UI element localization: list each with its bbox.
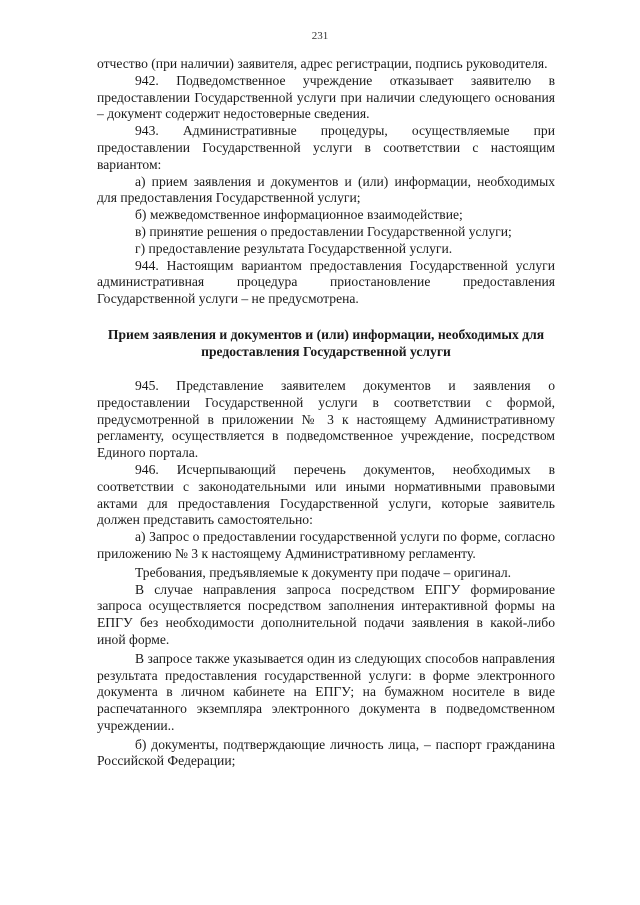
paragraph-945: 945. Представление заявителем документов и заявления о предоставлении Государственной услуги в соответствии с формой, предусмотренной в приложении № 3 к настоящему Административному регламенту, осуществляется в подведомственное учреждение, посредством Единого портала.: [97, 377, 555, 461]
paragraph-946: 946. Исчерпывающий перечень документов, необходимых в соответствии с законодательными или иными нормативными правовыми актами для предоставления Государственной услуги, которые заявитель должен представить самостоятельно:: [97, 461, 555, 528]
paragraph-943: 943. Административные процедуры, осуществляемые при предоставлении Государственной услуги в соответствии с настоящим вариантом:: [97, 123, 555, 172]
paragraph-requirements: Требования, предъявляемые к документу при подаче – оригинал.: [135, 564, 512, 580]
page-number: 231: [311, 30, 329, 42]
paragraph-result-method: В запросе также указывается один из следующих способов направления результата предоставления государственной услуги: в форме электронного документа в личном кабинете на ЕПГУ; на бумажном носителе в виде распечатанного экземпляра электронного документа в подведомственном учреждении..: [97, 650, 555, 733]
paragraph-epgu-request: В случае направления запроса посредством ЕПГУ формирование запроса осуществляется посредством заполнения интерактивной формы на ЕПГУ без необходимости дополнительной подачи заявления в какой-либо иной форме.: [97, 581, 555, 647]
list-item-a: а) прием заявления и документов и (или) информации, необходимых для предоставления Государственной услуги;: [97, 173, 555, 206]
paragraph-continuation: отчество (при наличии) заявителя, адрес регистрации, подпись руководителя.: [97, 56, 548, 71]
list-item-b-identity: б) документы, подтверждающие личность лица, – паспорт гражданина Российской Федерации;: [97, 736, 555, 769]
paragraph-942: 942. Подведомственное учреждение отказывает заявителю в предоставлении Государственной услуги при наличии следующего основания – документ содержит недостоверные сведения.: [97, 72, 555, 122]
list-item-b: б) межведомственное информационное взаимодействие;: [135, 207, 463, 223]
paragraph-944: 944. Настоящим вариантом предоставления Государственной услуги административная процедура приостановление предоставления Государственной услуги – не предусмотрена.: [97, 257, 555, 307]
list-item-v: в) принятие решения о предоставлении Государственной услуги;: [135, 223, 512, 239]
list-item-g: г) предоставление результата Государственной услуги.: [135, 240, 453, 256]
list-item-a-request: а) Запрос о предоставлении государственной услуги по форме, согласно приложению № 3 к настоящему Административному регламенту.: [97, 529, 555, 561]
document-body: [97, 56, 555, 770]
section-heading: Прием заявления и документов и (или) информации, необходимых для предоставления Государственной услуги: [107, 326, 545, 359]
